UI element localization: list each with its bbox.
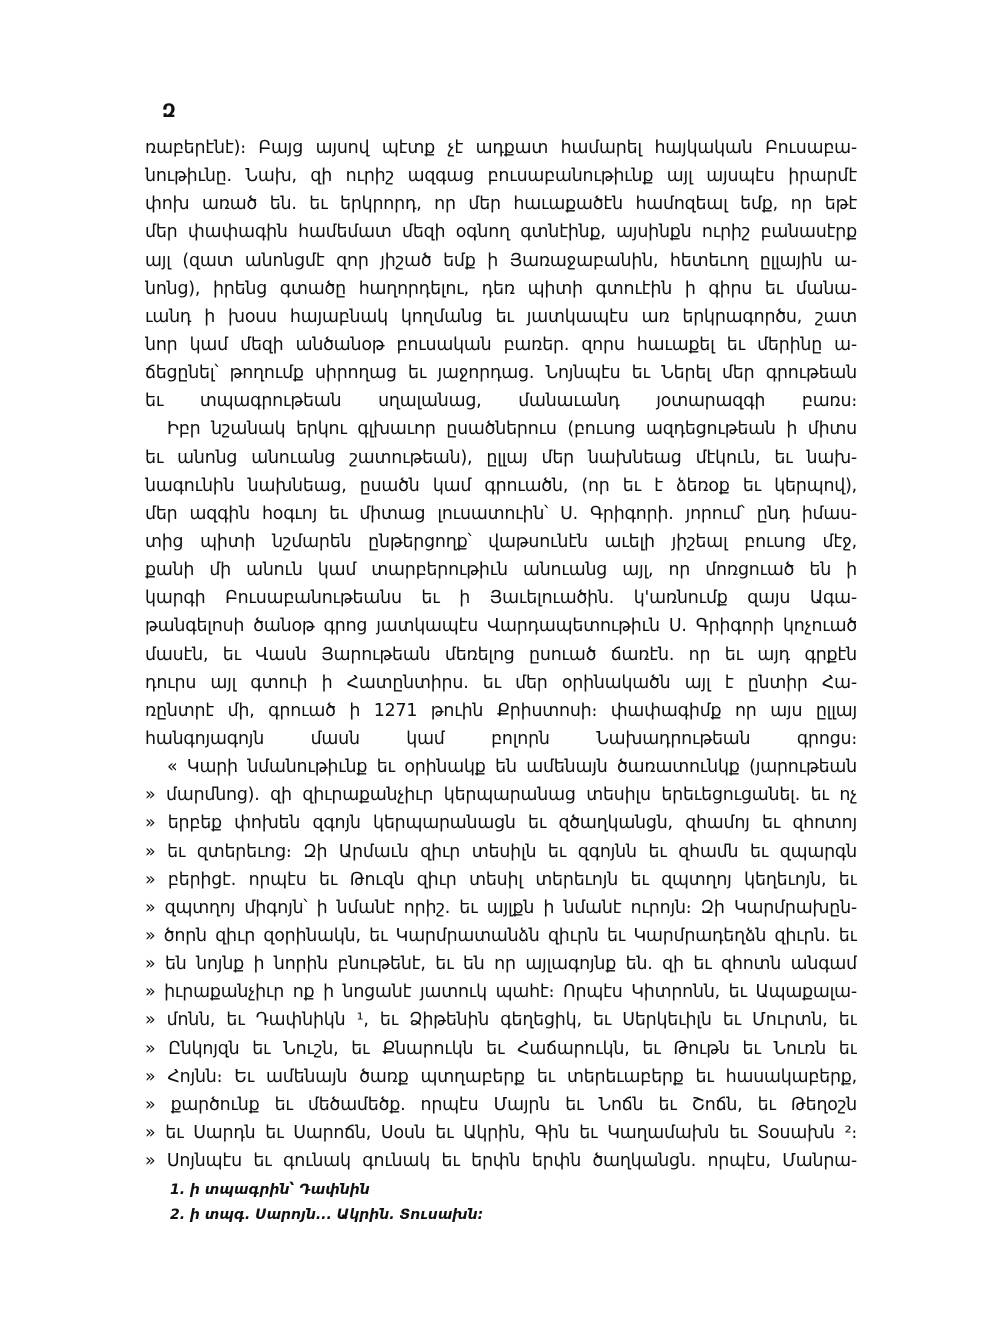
text-line: նոնց), իրենց գտածը հաղորդելու, դեռ պիտի գտուէին ի գիրս եւ մանա- xyxy=(145,278,857,299)
text-line: եւ անոնց անուանց շատութեան), ըլլայ մեր նախնեաց մէկուն, եւ նախ- xyxy=(145,447,857,468)
text-line: » ծորն զիւր զօրինակն, եւ Կարմրատանձն զիւրն եւ Կարմրադեղձն զիւրն. եւ xyxy=(145,925,857,946)
body-text xyxy=(145,134,857,1175)
text-line: թանգելոսի ծանօթ գրոց յատկապէս Վարդապետութիւն Ս. Գրիգորի կոչուած xyxy=(145,616,857,637)
text-line: նութիւնը. Նախ, զի ուրիշ ազգաց բուսաբանութիւնք այլ այսպէս իրարմէ xyxy=(145,166,857,187)
footnote-2: 2. ի տպգ. Սարոյն... Ակրին. Տուսախն։ xyxy=(170,1207,484,1223)
text-line: նագունին նախնեաց, ըսածն կամ գրուածն, (որ եւ է ձեռօք եւ կերպով), xyxy=(145,475,857,496)
text-line: մեր ազգին հօգւոյ եւ միտաց լուսատուին՝ Ս. Գրիգորի. յորում՝ ընդ իմաս- xyxy=(145,503,857,524)
text-line: » քարծունք եւ մեծամեծք. որպէս Մայրն եւ Նոճն եւ Շոճն, եւ Թեղօշն xyxy=(145,1094,857,1115)
page-number: Զ xyxy=(162,100,176,122)
text-line: » իւրաքանչիւր ոք ի նոցանէ յատուկ պահէ։ Որպէս Կիտրոնն, եւ Ապաքալա- xyxy=(145,982,857,1003)
text-line: հանգոյագոյն մասն կամ բոլորն Նախադրութեան գրոցս։ xyxy=(145,728,857,749)
text-line: ռընտրէ մի, գրուած ի 1271 թուին Քրիստոսի։ փափագիմք որ այս ըլլայ xyxy=(145,700,857,721)
text-line: եւ տպագրութեան սղալանաց, մանաւանդ յօտարազգի բառս։ xyxy=(145,391,857,412)
text-line: » զպտղոյ միգոյն՝ ի նմանէ որիշ. եւ այլքն ի նմանէ ուրոյն։ Զի Կարմրախըն- xyxy=(145,897,857,918)
text-line: » Հոյնն։ Եւ ամենայն ծառք պտղաբերք եւ տերեւաբերք եւ հասակաբերք, xyxy=(145,1066,857,1087)
text-line: Իբր նշանակ երկու գլխաւոր ըսածներուս (բուսոց ազդեցութեան ի միտս xyxy=(167,419,857,440)
text-line: » են նոյնք ի նորին բնութենէ, եւ են որ այլագոյնք են. զի եւ զհոտն անգամ xyxy=(145,954,857,975)
text-line: քանի մի անուն կամ տարբերութիւն անուանց այլ, որ մոռցուած են ի xyxy=(145,560,857,581)
text-line: ւանդ ի խօսս հայաբնակ կողմանց եւ յատկապէս առ երկրագործս, շատ xyxy=(145,306,857,327)
text-line: » մոնն, եւ Դափնիկն ¹, եւ Ձիթենին գեղեցիկ, եւ Սերկեւիլն եւ Մուրտն, եւ xyxy=(145,1010,857,1031)
text-line: տից պիտի նշմարեն ընթերցողք՝ վաթսունէն աւելի յիշեալ բուսոց մէջ, xyxy=(145,531,857,552)
text-line: նոր կամ մեզի անծանօթ բուսական բառեր. զորս հաւաքել եւ մերինը ա- xyxy=(145,334,857,355)
text-line: » երբեք փոխեն զգոյն կերպարանացն եւ զծաղկանցն, զհամոյ եւ զհոտոյ xyxy=(145,813,857,834)
text-line: » Սոյնպէս եւ գունակ գունակ եւ երփն երփն ծաղկանցն. որպէս, Մանրա- xyxy=(145,1151,857,1172)
text-line: ճեցընել՝ թողումք սիրողաց եւ յաջորդաց. Նոյնպէս եւ Ներել մեր գրութեան xyxy=(145,363,857,384)
text-line: » եւ Սարդն եւ Սարոճն, Սօսն եւ Ակրին, Գին եւ Կաղամախն եւ Տօսախն ²։ xyxy=(145,1122,857,1143)
text-line: փոխ առած են. եւ երկրորդ, որ մեր հաւաքածէն համոզեալ եմք, որ եթէ xyxy=(145,194,857,215)
text-line: կարգի Բուսաբանութեանս եւ ի Յաւելուածին. կ'առնումք զայս Ագա- xyxy=(145,588,857,609)
text-line: այլ (զատ անոնցմէ զոր յիշած եմք ի Յառաջաբանին, հետեւող ըլլային ա- xyxy=(145,250,857,271)
text-line: » եւ զտերեւոց։ Զի Արմաւն զիւր տեսիլն եւ զգոյնն եւ զհամն եւ զպարգն xyxy=(145,841,857,862)
footnote-1: 1. ի տպագրին՝ Դափնին xyxy=(170,1182,370,1198)
text-line: մեր փափագին համեմատ մեզի օգնող գտնէինք, այսինքն ուրիշ բանասէրք xyxy=(145,222,857,243)
text-line: « Կարի նմանութիւնք եւ օրինակք են ամենայն ծառատունկք (յարութեան xyxy=(167,757,857,778)
text-line: » բերիցէ. որպէս եւ Թուզն զիւր տեսիլ տերեւոյն եւ զպտղոյ կեղեւոյն, եւ xyxy=(145,869,857,890)
text-line: » Ընկոյզն եւ Նուշն, եւ Քնարուկն եւ Հաճարուկն, եւ Թութն եւ Նուռն եւ xyxy=(145,1038,857,1059)
text-line: » մարմնոց). զի զիւրաքանչիւր կերպարանաց տեսիլս երեւեցուցանել. եւ ոչ xyxy=(145,785,857,806)
text-line: ռաբերէնէ)։ Բայց այսով պէտք չէ ադքատ համարել հայկական Բուսաբա- xyxy=(145,138,857,158)
text-line: դուրս այլ գտուի ի Հատընտիրս. եւ մեր օրինակածն այլ է ընտիր Հա- xyxy=(145,672,857,693)
text-line: մասէն, եւ Վասն Յարութեան մեռելոց ըսուած ճառէն. որ եւ այդ գրքէն xyxy=(145,644,857,665)
